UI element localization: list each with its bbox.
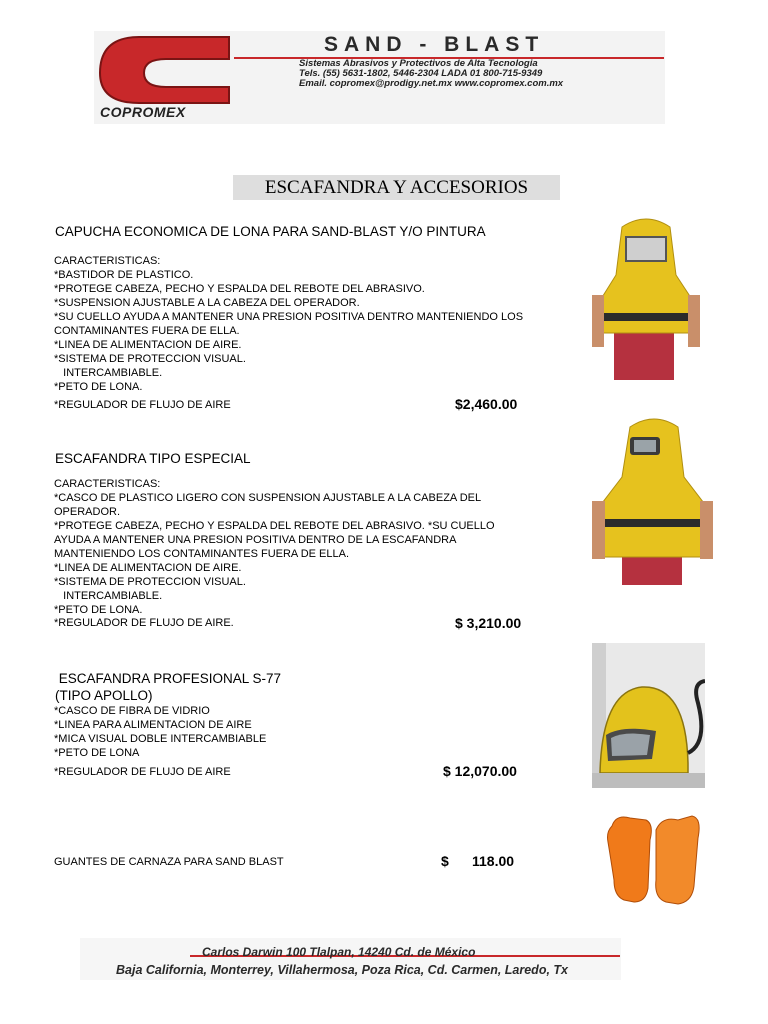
feature-line: *LINEA DE ALIMENTACION DE AIRE.: [54, 562, 242, 574]
hood-economica-photo: [592, 215, 700, 380]
feature-line: CARACTERISTICAS:: [54, 255, 161, 267]
product-3-name: ESCAFANDRA PROFESIONAL S-77: [55, 671, 282, 686]
header-tagline: Sistemas Abrasivos y Protectivos de Alta Tecnologia: [299, 58, 538, 69]
feature-line: *PROTEGE CABEZA, PECHO Y ESPALDA DEL REBOTE DEL ABRASIVO. *SU CUELLO: [54, 520, 495, 532]
feature-line: *PETO DE LONA.: [54, 604, 143, 616]
product-2-name: ESCAFANDRA TIPO ESPECIAL: [55, 451, 251, 466]
header-email: Email. copromex@prodigy.net.mx www.copromex.com.mx: [299, 78, 564, 89]
feature-line: OPERADOR.: [54, 506, 121, 518]
product-3-name-line2: (TIPO APOLLO): [55, 688, 153, 703]
feature-line: *SU CUELLO AYUDA A MANTENER UNA PRESION POSITIVA DENTRO MANTENIENDO LOS: [54, 311, 524, 323]
feature-line: *LINEA DE ALIMENTACION DE AIRE.: [54, 339, 242, 351]
product-3-regulator: *REGULADOR DE FLUJO DE AIRE: [54, 766, 231, 778]
product-1-price: $2,460.00: [455, 396, 518, 412]
header-banner: [94, 31, 665, 124]
feature-line: *PETO DE LONA.: [54, 381, 143, 393]
feature-line: CONTAMINANTES FUERA DE ELLA.: [54, 325, 240, 337]
feature-line: *PROTEGE CABEZA, PECHO Y ESPALDA DEL REBOTE DEL ABRASIVO.: [54, 283, 425, 295]
feature-line: *SISTEMA DE PROTECCION VISUAL.: [54, 576, 246, 588]
apollo-helmet-photo: [592, 643, 705, 788]
feature-line: INTERCAMBIABLE.: [54, 590, 163, 602]
feature-line: CARACTERISTICAS:: [54, 478, 161, 490]
product-4-price-symbol: $: [441, 853, 449, 869]
product-3-features: [54, 704, 266, 760]
gloves-photo: [602, 810, 706, 910]
feature-line: *SUSPENSION AJUSTABLE A LA CABEZA DEL OPERADOR.: [54, 297, 360, 309]
logo-text: COPROMEX: [100, 104, 186, 120]
product-2-features: [54, 477, 495, 617]
page-title: ESCAFANDRA Y ACCESORIOS: [233, 175, 560, 200]
header-phones: Tels. (55) 5631-1802, 5446-2304 LADA 01 800-715-9349: [299, 68, 543, 79]
feature-line: *CASCO DE PLASTICO LIGERO CON SUSPENSION AJUSTABLE A LA CABEZA DEL: [54, 492, 482, 504]
product-1-features: [54, 254, 523, 394]
feature-line: *PETO DE LONA: [54, 747, 140, 759]
product-1-regulator: *REGULADOR DE FLUJO DE AIRE: [54, 399, 231, 411]
footer-address: Carlos Darwin 100 Tlalpan, 14240 Cd. de México: [202, 945, 476, 959]
footer-branches: Baja California, Monterrey, Villahermosa, Poza Rica, Cd. Carmen, Laredo, Tx: [116, 963, 568, 977]
feature-line: MANTENIENDO LOS CONTAMINANTES FUERA DE ELLA.: [54, 548, 350, 560]
feature-line: *LINEA PARA ALIMENTACION DE AIRE: [54, 719, 252, 731]
brand-title: SAND - BLAST: [324, 33, 545, 56]
product-4-price-value: 118.00: [472, 853, 515, 869]
product-2-price: $ 3,210.00: [455, 615, 522, 631]
hood-especial-photo: [592, 415, 714, 585]
feature-line: *CASCO DE FIBRA DE VIDRIO: [54, 705, 210, 717]
feature-line: *SISTEMA DE PROTECCION VISUAL.: [54, 353, 246, 365]
feature-line: INTERCAMBIABLE.: [54, 367, 163, 379]
footer-banner: [80, 938, 621, 980]
product-2-regulator: *REGULADOR DE FLUJO DE AIRE.: [54, 617, 234, 629]
product-4-name: GUANTES DE CARNAZA PARA SAND BLAST: [54, 856, 284, 868]
feature-line: AYUDA A MANTENER UNA PRESION POSITIVA DENTRO DE LA ESCAFANDRA: [54, 534, 457, 546]
copromex-logo: [94, 31, 234, 107]
feature-line: *BASTIDOR DE PLASTICO.: [54, 269, 194, 281]
product-1-name: CAPUCHA ECONOMICA DE LONA PARA SAND-BLAST Y/O PINTURA: [55, 224, 486, 239]
feature-line: *MICA VISUAL DOBLE INTERCAMBIABLE: [54, 733, 267, 745]
product-3-price: $ 12,070.00: [443, 763, 517, 779]
